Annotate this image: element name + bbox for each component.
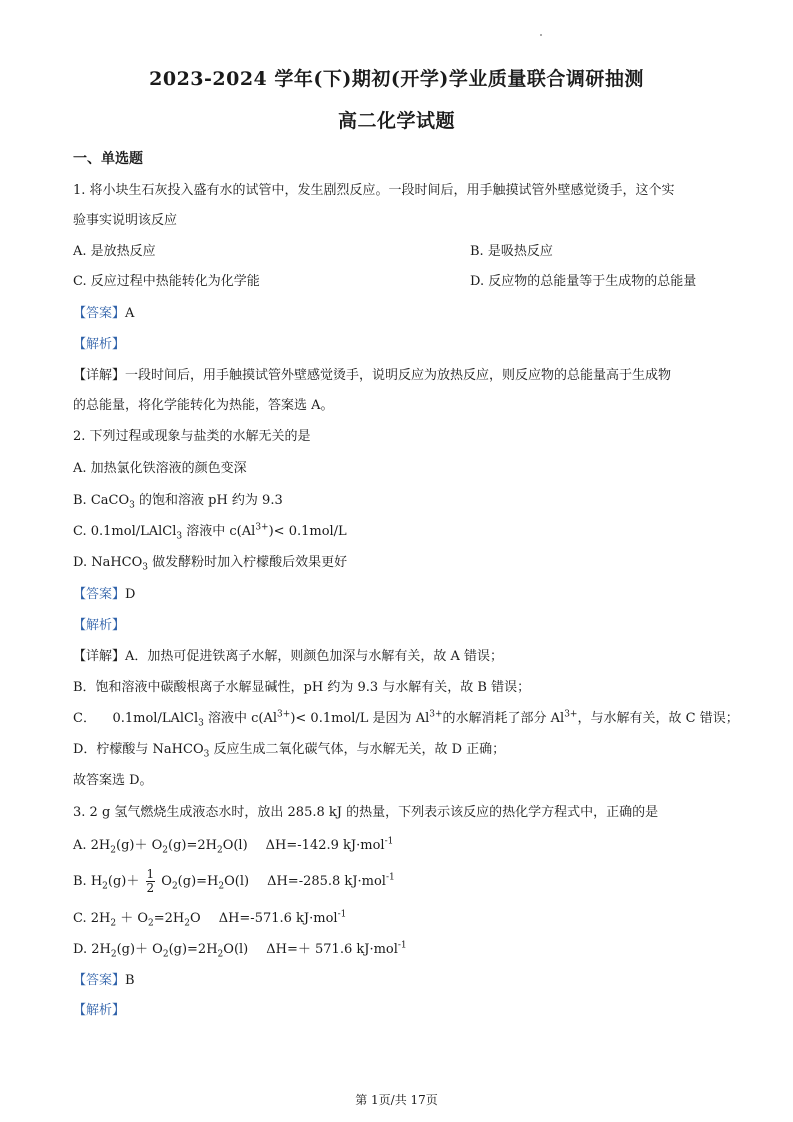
answer-label: 【答案】 — [73, 973, 126, 988]
fraction-one-half: $\frac{1}{2}$ — [146, 867, 155, 895]
q3-choice-a: A. $2H_2(g)+ O_2(g)=2H_2O(l)$ ΔH=-142.9 kJ·mol$^{-1}$ — [73, 836, 394, 856]
q1-answer — [73, 305, 733, 323]
detail-label: 【详解】 — [73, 649, 126, 664]
q2-choice-d: D. NaHCO$_3$ 做发酵粉时加入柠檬酸后效果更好 — [73, 555, 348, 573]
q2-stem: 2. 下列过程或现象与盐类的水解无关的是 — [73, 429, 311, 444]
q1-choice-b: B. 是吸热反应 — [470, 244, 553, 259]
answer-label: 【答案】 — [73, 306, 126, 321]
q2-detail-b: B．饱和溶液中碳酸根离子水解显碱性，pH 约为 9.3 与水解有关，故 B 错误； — [73, 680, 531, 695]
q1-choice-c: C. 反应过程中热能转化为化学能 — [73, 274, 260, 289]
q3-stem: 3. 2 g 氢气燃烧生成液态水时，放出 285.8 kJ 的热量，下列表示该反应的热化学方程式中，正确的是 — [73, 805, 659, 820]
q2-detail-c: C． 0.1mol/LAlCl$_3$ 溶液中 $c(Al^{3+})< 0.1mol/L$ 是因为 $Al^{3+}$的水解消耗了部分 $Al^{3+}$，与水解有关，故 C 错误； — [73, 709, 739, 729]
q1-choice-row2 — [73, 273, 733, 291]
q2-answer-value: D — [125, 587, 136, 602]
q2-choice-c: C. 0.1mol/LAlCl$_3$ 溶液中 $c(Al^{3+})< 0.1mol/L$ — [73, 522, 347, 542]
scan-dot — [540, 34, 542, 36]
page-subtitle: 高二化学试题 — [337, 110, 455, 132]
q3-analysis-label: 【解析】 — [73, 1003, 126, 1018]
q2-choice-a: A. 加热氯化铁溶液的颜色变深 — [73, 461, 247, 476]
q2-conclusion: 故答案选 D。 — [73, 773, 153, 788]
q1-stem-line2: 验事实说明该反应 — [73, 213, 178, 228]
page-footer: 第 1页/共 17页 — [355, 1093, 438, 1107]
q1-choice-a: A. 是放热反应 — [73, 244, 156, 259]
q3-answer — [73, 972, 733, 990]
q2-choice-b: B. CaCO$_3$ 的饱和溶液 pH 约为 9.3 — [73, 493, 283, 511]
page-title: 2023-2024 学年(下)期初(开学)学业质量联合调研抽测 — [149, 68, 644, 90]
q3-choice-d: D. $2H_2(g)+ O_2(g)=2H_2O(l)$ ΔH=＋ 571.6 kJ·mol$^{-1}$ — [73, 940, 407, 960]
q1-answer-value: A — [125, 306, 135, 321]
q1-choice-row1 — [73, 243, 733, 261]
answer-label: 【答案】 — [73, 587, 126, 602]
q1-stem-line1: 1. 将小块生石灰投入盛有水的试管中，发生剧烈反应。一段时间后，用手触摸试管外壁感觉烫手，这个实 — [73, 183, 675, 198]
q1-detail-line1: 【详解】一段时间后，用手触摸试管外壁感觉烫手，说明反应为放热反应，则反应物的总能量高于生成物 — [73, 368, 672, 383]
q1-analysis-label: 【解析】 — [73, 337, 126, 352]
detail-label: 【详解】 — [73, 368, 126, 383]
q1-detail-line2: 的总能量，将化学能转化为热能，答案选 A。 — [73, 398, 334, 413]
q3-answer-value: B — [125, 973, 135, 988]
section-heading: 一、单选题 — [73, 151, 143, 167]
q2-detail-d: D．柠檬酸与 NaHCO$_3$ 反应生成二氧化碳气体，与水解无关，故 D 正确； — [73, 742, 506, 760]
q2-detail-a: 【详解】A．加热可促进铁离子水解，则颜色加深与水解有关，故 A 错误； — [73, 649, 504, 664]
q1-choice-d: D. 反应物的总能量等于生成物的总能量 — [470, 274, 697, 289]
q2-analysis-label: 【解析】 — [73, 618, 126, 633]
q3-choice-c: C. $2H_2 + O_2=2H_2O$ ΔH=-571.6 kJ·mol$^{-1}$ — [73, 909, 347, 929]
q3-choice-b: B. $H_2(g)+$ $\frac{1}{2}$ $O_2(g)=H_2O(l)$ ΔH=-285.8 kJ·mol$^{-1}$ — [73, 867, 395, 895]
q2-answer — [73, 586, 733, 604]
